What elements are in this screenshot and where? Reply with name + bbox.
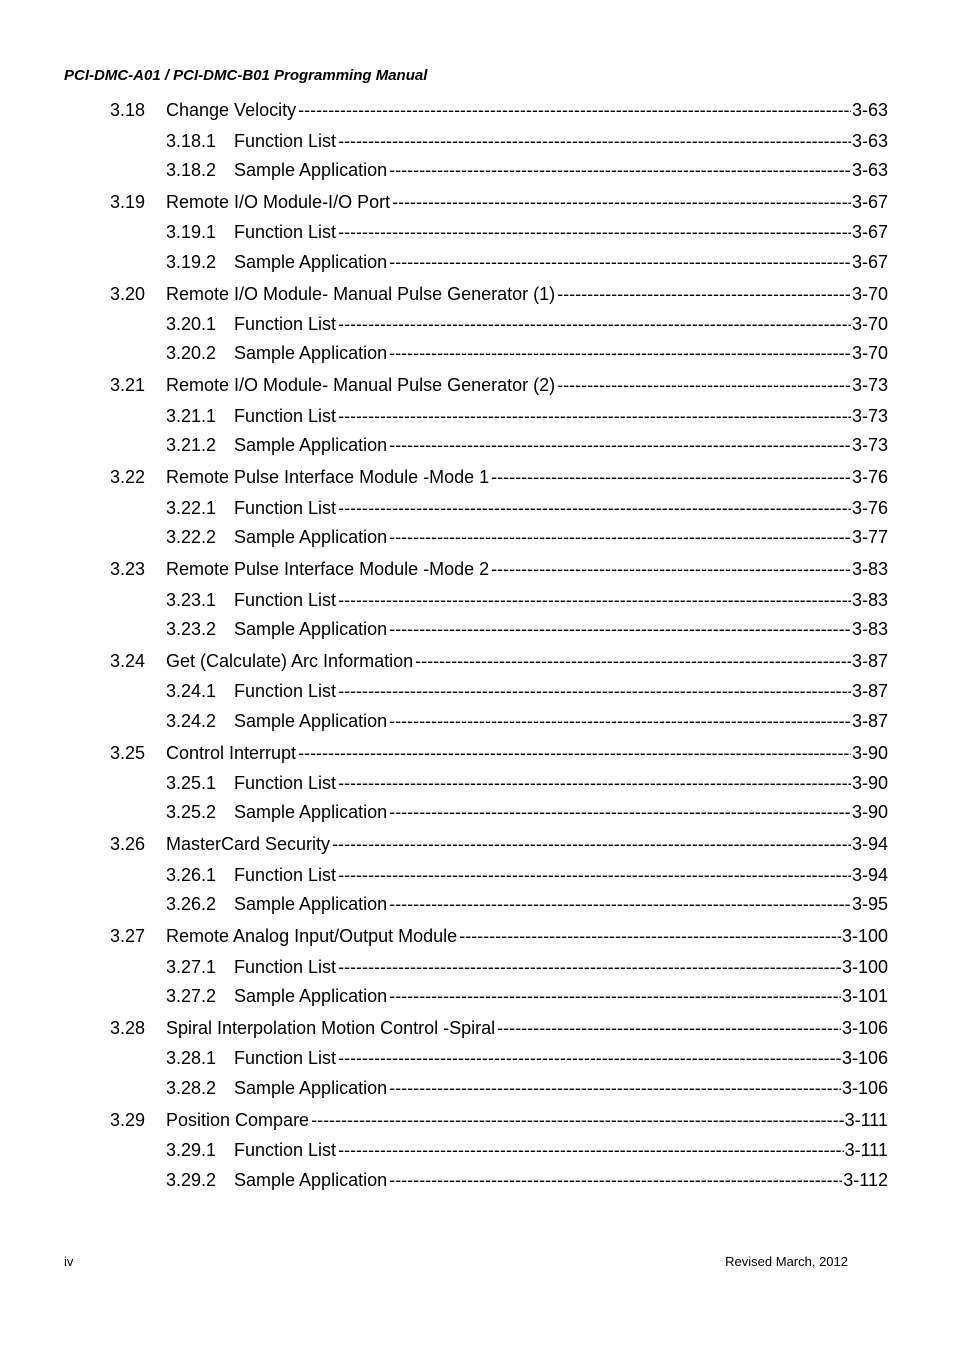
toc-section-entry[interactable] <box>110 649 888 673</box>
toc-entry-page: 3-83 <box>851 558 888 579</box>
toc-subsection-entry[interactable] <box>166 1076 888 1100</box>
toc-dot-leader <box>415 651 851 672</box>
toc-entry-page: 3-67 <box>851 221 888 242</box>
toc-dot-leader <box>389 527 851 548</box>
toc-entry-title: Function List <box>234 772 337 793</box>
toc-entry-number: 3.25.2 <box>166 801 217 822</box>
toc-subsection-entry[interactable] <box>166 496 888 520</box>
toc-entry-title: Function List <box>234 497 337 518</box>
toc-entry-page: 3-73 <box>851 374 888 395</box>
toc-entry-number: 3.25.1 <box>166 772 217 793</box>
toc-entry-number: 3.21.1 <box>166 405 217 426</box>
toc-entry-title: Get (Calculate) Arc Information <box>166 650 414 671</box>
toc-dot-leader <box>338 681 851 702</box>
toc-subsection-entry[interactable] <box>166 341 888 365</box>
toc-dot-leader <box>392 192 851 213</box>
toc-dot-leader <box>338 1140 844 1161</box>
toc-entry-number: 3.24.2 <box>166 710 217 731</box>
toc-entry-number: 3.18.2 <box>166 159 217 180</box>
toc-dot-leader <box>389 619 851 640</box>
toc-entry-number: 3.25 <box>110 742 146 763</box>
toc-entry-title: Remote Analog Input/Output Module <box>166 925 458 946</box>
toc-subsection-entry[interactable] <box>166 158 888 182</box>
toc-entry-number: 3.28.2 <box>166 1077 217 1098</box>
toc-subsection-entry[interactable] <box>166 617 888 641</box>
toc-section-entry[interactable] <box>110 832 888 856</box>
toc-entry-number: 3.18.1 <box>166 130 217 151</box>
toc-entry-page: 3-70 <box>851 342 888 363</box>
toc-dot-leader <box>389 160 851 181</box>
toc-entry-page: 3-111 <box>844 1109 888 1130</box>
toc-entry-title: Sample Application <box>234 985 388 1006</box>
toc-dot-leader <box>491 467 851 488</box>
toc-section-entry[interactable] <box>110 465 888 489</box>
toc-entry-page: 3-94 <box>851 833 888 854</box>
page-number: iv <box>64 1254 74 1269</box>
toc-dot-leader <box>497 1018 841 1039</box>
toc-entry-number: 3.20.2 <box>166 342 217 363</box>
toc-dot-leader <box>389 252 851 273</box>
toc-entry-title: Function List <box>234 864 337 885</box>
toc-subsection-entry[interactable] <box>166 433 888 457</box>
toc-subsection-entry[interactable] <box>166 129 888 153</box>
toc-entry-title: Spiral Interpolation Motion Control -Spiral <box>166 1017 496 1038</box>
toc-subsection-entry[interactable] <box>166 863 888 887</box>
toc-dot-leader <box>298 100 851 121</box>
toc-subsection-entry[interactable] <box>166 1046 888 1070</box>
toc-entry-title: Function List <box>234 1047 337 1068</box>
toc-entry-page: 3-67 <box>851 191 888 212</box>
toc-subsection-entry[interactable] <box>166 220 888 244</box>
toc-entry-title: Sample Application <box>234 893 388 914</box>
toc-entry-title: Function List <box>234 130 337 151</box>
toc-subsection-entry[interactable] <box>166 955 888 979</box>
toc-entry-title: Sample Application <box>234 1169 388 1190</box>
toc-entry-number: 3.18 <box>110 99 146 120</box>
toc-entry-page: 3-67 <box>851 251 888 272</box>
toc-section-entry[interactable] <box>110 1016 888 1040</box>
toc-section-entry[interactable] <box>110 924 888 948</box>
toc-entry-page: 3-94 <box>851 864 888 885</box>
toc-entry-page: 3-112 <box>843 1169 888 1190</box>
toc-entry-title: Function List <box>234 589 337 610</box>
toc-entry-title: Remote I/O Module-I/O Port <box>166 191 391 212</box>
toc-entry-page: 3-87 <box>851 680 888 701</box>
toc-entry-number: 3.28 <box>110 1017 146 1038</box>
toc-dot-leader <box>338 865 851 886</box>
toc-section-entry[interactable] <box>110 557 888 581</box>
toc-entry-page: 3-111 <box>844 1139 888 1160</box>
toc-entry-number: 3.22.2 <box>166 526 217 547</box>
revision-date: Revised March, 2012 <box>725 1254 848 1269</box>
page-header: PCI-DMC-A01 / PCI-DMC-B01 Programming Manual <box>64 67 428 84</box>
toc-dot-leader <box>389 986 841 1007</box>
toc-entry-title: Remote I/O Module- Manual Pulse Generator (1) <box>166 283 556 304</box>
toc-entry-title: Sample Application <box>234 159 388 180</box>
toc-entry-number: 3.28.1 <box>166 1047 217 1068</box>
toc-entry-title: Sample Application <box>234 434 388 455</box>
toc-subsection-entry[interactable] <box>166 250 888 274</box>
toc-dot-leader <box>298 743 851 764</box>
toc-subsection-entry[interactable] <box>166 312 888 336</box>
toc-entry-page: 3-76 <box>851 497 888 518</box>
toc-entry-page: 3-90 <box>851 742 888 763</box>
toc-entry-number: 3.20.1 <box>166 313 217 334</box>
toc-section-entry[interactable] <box>110 190 888 214</box>
toc-entry-title: Function List <box>234 1139 337 1160</box>
toc-entry-title: Remote I/O Module- Manual Pulse Generator (2) <box>166 374 556 395</box>
toc-dot-leader <box>338 131 851 152</box>
toc-entry-number: 3.21.2 <box>166 434 217 455</box>
toc-entry-number: 3.29.1 <box>166 1139 217 1160</box>
toc-dot-leader <box>491 559 851 580</box>
toc-entry-page: 3-77 <box>851 526 888 547</box>
toc-dot-leader <box>332 834 851 855</box>
toc-entry-number: 3.27.2 <box>166 985 217 1006</box>
toc-subsection-entry[interactable] <box>166 771 888 795</box>
toc-section-entry[interactable] <box>110 373 888 397</box>
toc-entry-title: Sample Application <box>234 526 388 547</box>
toc-section-entry[interactable] <box>110 1108 888 1132</box>
toc-entry-page: 3-87 <box>851 650 888 671</box>
toc-entry-page: 3-83 <box>851 618 888 639</box>
toc-entry-page: 3-73 <box>851 405 888 426</box>
toc-entry-page: 3-100 <box>841 956 888 977</box>
toc-subsection-entry[interactable] <box>166 892 888 916</box>
toc-dot-leader <box>389 711 851 732</box>
toc-entry-number: 3.23.2 <box>166 618 217 639</box>
toc-dot-leader <box>338 406 851 427</box>
toc-entry-title: Function List <box>234 221 337 242</box>
toc-entry-number: 3.29.2 <box>166 1169 217 1190</box>
toc-subsection-entry[interactable] <box>166 588 888 612</box>
toc-dot-leader <box>389 802 851 823</box>
toc-dot-leader <box>338 314 851 335</box>
toc-entry-number: 3.23.1 <box>166 589 217 610</box>
toc-entry-number: 3.19 <box>110 191 146 212</box>
toc-entry-number: 3.26.1 <box>166 864 217 885</box>
toc-entry-title: MasterCard Security <box>166 833 331 854</box>
toc-entry-page: 3-63 <box>851 99 888 120</box>
toc-entry-title: Control Interrupt <box>166 742 297 763</box>
toc-entry-title: Remote Pulse Interface Module -Mode 1 <box>166 466 490 487</box>
toc-dot-leader <box>557 284 851 305</box>
toc-entry-number: 3.29 <box>110 1109 146 1130</box>
toc-entry-number: 3.19.2 <box>166 251 217 272</box>
toc-dot-leader <box>338 222 851 243</box>
toc-entry-page: 3-100 <box>841 925 888 946</box>
toc-section-entry[interactable] <box>110 741 888 765</box>
toc-entry-page: 3-106 <box>841 1017 888 1038</box>
toc-entry-page: 3-73 <box>851 434 888 455</box>
toc-entry-number: 3.22 <box>110 466 146 487</box>
toc-entry-number: 3.21 <box>110 374 146 395</box>
toc-dot-leader <box>311 1110 844 1131</box>
toc-entry-page: 3-101 <box>841 985 888 1006</box>
toc-entry-page: 3-90 <box>851 772 888 793</box>
toc-entry-page: 3-63 <box>851 159 888 180</box>
toc-subsection-entry[interactable] <box>166 709 888 733</box>
toc-subsection-entry[interactable] <box>166 800 888 824</box>
toc-entry-title: Sample Application <box>234 251 388 272</box>
toc-entry-title: Sample Application <box>234 710 388 731</box>
toc-entry-title: Sample Application <box>234 1077 388 1098</box>
toc-dot-leader <box>389 1078 841 1099</box>
toc-entry-page: 3-95 <box>851 893 888 914</box>
toc-subsection-entry[interactable] <box>166 525 888 549</box>
toc-entry-page: 3-70 <box>851 313 888 334</box>
toc-entry-number: 3.19.1 <box>166 221 217 242</box>
toc-entry-page: 3-63 <box>851 130 888 151</box>
toc-subsection-entry[interactable] <box>166 679 888 703</box>
toc-entry-page: 3-83 <box>851 589 888 610</box>
toc-entry-title: Function List <box>234 405 337 426</box>
toc-entry-title: Sample Application <box>234 342 388 363</box>
toc-entry-title: Function List <box>234 956 337 977</box>
toc-entry-number: 3.27.1 <box>166 956 217 977</box>
toc-entry-title: Sample Application <box>234 618 388 639</box>
toc-dot-leader <box>338 773 851 794</box>
toc-entry-number: 3.26.2 <box>166 893 217 914</box>
toc-dot-leader <box>338 1048 841 1069</box>
toc-dot-leader <box>338 590 851 611</box>
toc-entry-number: 3.20 <box>110 283 146 304</box>
toc-entry-page: 3-87 <box>851 710 888 731</box>
toc-entry-page: 3-90 <box>851 801 888 822</box>
toc-section-entry[interactable] <box>110 282 888 306</box>
toc-entry-number: 3.27 <box>110 925 146 946</box>
toc-dot-leader <box>338 498 851 519</box>
toc-entry-number: 3.23 <box>110 558 146 579</box>
toc-dot-leader <box>389 435 851 456</box>
toc-dot-leader <box>389 1170 842 1191</box>
toc-entry-number: 3.24.1 <box>166 680 217 701</box>
toc-subsection-entry[interactable] <box>166 984 888 1008</box>
toc-dot-leader <box>338 957 841 978</box>
toc-entry-page: 3-106 <box>841 1077 888 1098</box>
toc-entry-page: 3-106 <box>841 1047 888 1068</box>
toc-subsection-entry[interactable] <box>166 1138 888 1162</box>
toc-entry-title: Function List <box>234 680 337 701</box>
toc-entry-title: Function List <box>234 313 337 334</box>
toc-entry-page: 3-70 <box>851 283 888 304</box>
toc-subsection-entry[interactable] <box>166 1168 888 1192</box>
toc-dot-leader <box>389 343 851 364</box>
toc-entry-number: 3.24 <box>110 650 146 671</box>
toc-dot-leader <box>389 894 851 915</box>
toc-entry-page: 3-76 <box>851 466 888 487</box>
toc-entry-number: 3.22.1 <box>166 497 217 518</box>
toc-entry-title: Change Velocity <box>166 99 297 120</box>
toc-entry-title: Position Compare <box>166 1109 310 1130</box>
toc-entry-title: Remote Pulse Interface Module -Mode 2 <box>166 558 490 579</box>
toc-entry-number: 3.26 <box>110 833 146 854</box>
toc-section-entry[interactable] <box>110 98 888 122</box>
toc-subsection-entry[interactable] <box>166 404 888 428</box>
toc-entry-title: Sample Application <box>234 801 388 822</box>
toc-dot-leader <box>459 926 841 947</box>
toc-dot-leader <box>557 375 851 396</box>
